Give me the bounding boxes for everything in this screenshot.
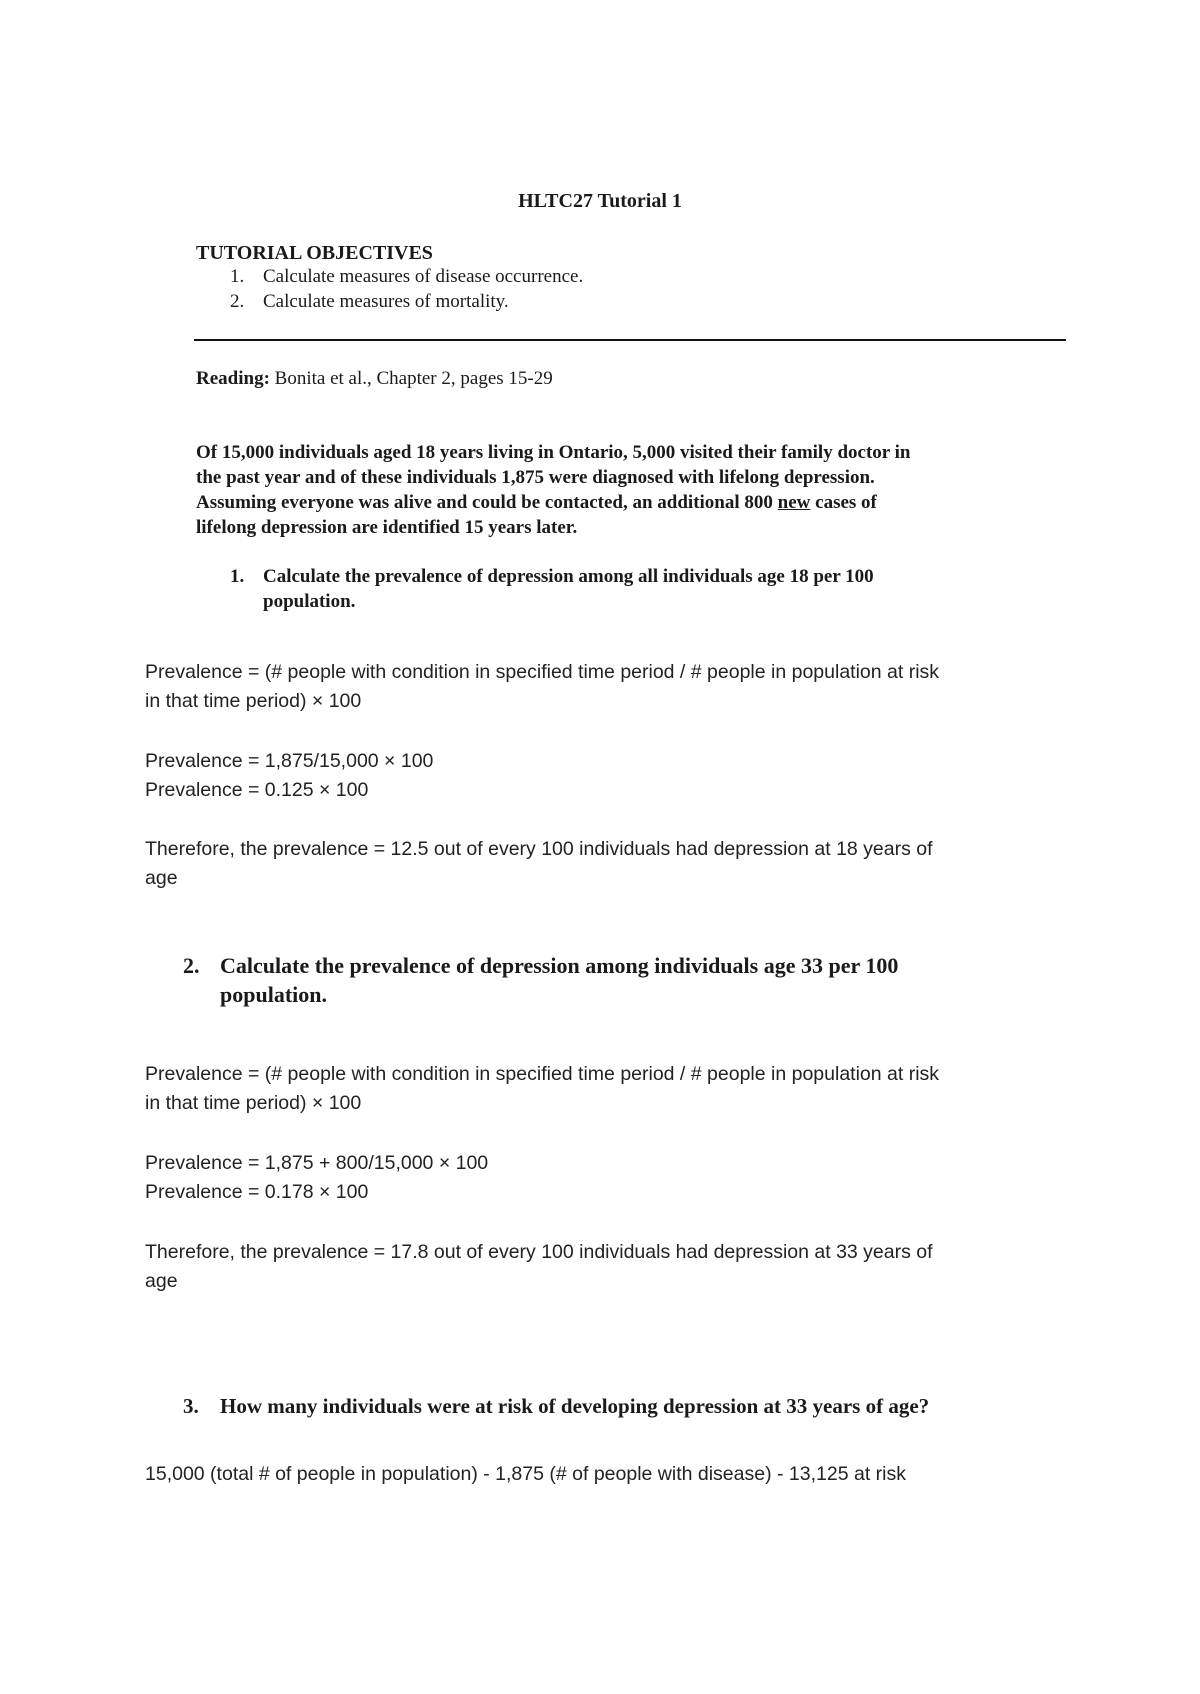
scenario-text: Assuming everyone was alive and could be contacted, an additional 800: [196, 492, 778, 513]
scenario-line: lifelong depression are identified 15 years later.: [196, 517, 578, 538]
document-title: HLTC27 Tutorial 1: [518, 190, 682, 212]
question-text: population.: [263, 591, 356, 612]
reading-line: [196, 368, 553, 390]
answer-calculation: Prevalence = 0.178 × 100: [145, 1181, 369, 1203]
question-text: population.: [220, 982, 327, 1007]
scenario-line: Of 15,000 individuals aged 18 years living in Ontario, 5,000 visited their family doctor in: [196, 442, 911, 463]
question-number: 1.: [230, 566, 245, 587]
section-divider: [194, 339, 1066, 341]
answer-conclusion: Therefore, the prevalence = 17.8 out of every 100 individuals had depression at 33 years of: [145, 1241, 933, 1263]
question-text: Calculate the prevalence of depression among all individuals age 18 per 100: [263, 566, 874, 587]
answer-text: 15,000 (total # of people in population) - 1,875 (# of people with disease) - 13,125 at risk: [145, 1463, 906, 1485]
question-number: 2.: [183, 953, 200, 978]
question-number: 3.: [183, 1394, 199, 1418]
answer-conclusion: Therefore, the prevalence = 12.5 out of every 100 individuals had depression at 18 years of: [145, 838, 933, 860]
objective-number: 2.: [230, 291, 245, 312]
reading-label: Reading:: [196, 368, 270, 389]
answer-calculation: Prevalence = 1,875/15,000 × 100: [145, 750, 434, 772]
answer-calculation: Prevalence = 1,875 + 800/15,000 × 100: [145, 1152, 489, 1174]
answer-formula: Prevalence = (# people with condition in specified time period / # people in population at risk: [145, 661, 940, 683]
answer-formula: in that time period) × 100: [145, 1092, 362, 1114]
objective-text: Calculate measures of mortality.: [263, 291, 509, 312]
objectives-heading: TUTORIAL OBJECTIVES: [196, 242, 433, 264]
objective-number: 1.: [230, 266, 245, 287]
answer-calculation: Prevalence = 0.125 × 100: [145, 779, 369, 801]
answer-conclusion: age: [145, 867, 178, 889]
answer-formula: in that time period) × 100: [145, 690, 362, 712]
answer-conclusion: age: [145, 1270, 178, 1292]
question-text: How many individuals were at risk of developing depression at 33 years of age?: [220, 1394, 930, 1418]
scenario-underlined-word: new: [777, 492, 811, 513]
scenario-text: cases of: [810, 492, 877, 513]
question-text: Calculate the prevalence of depression among individuals age 33 per 100: [220, 953, 899, 978]
scenario-line: [196, 492, 877, 514]
answer-formula: Prevalence = (# people with condition in specified time period / # people in population at risk: [145, 1063, 940, 1085]
reading-text: Bonita et al., Chapter 2, pages 15-29: [269, 368, 553, 389]
objective-text: Calculate measures of disease occurrence.: [263, 266, 584, 287]
scenario-line: the past year and of these individuals 1,875 were diagnosed with lifelong depression.: [196, 467, 875, 488]
